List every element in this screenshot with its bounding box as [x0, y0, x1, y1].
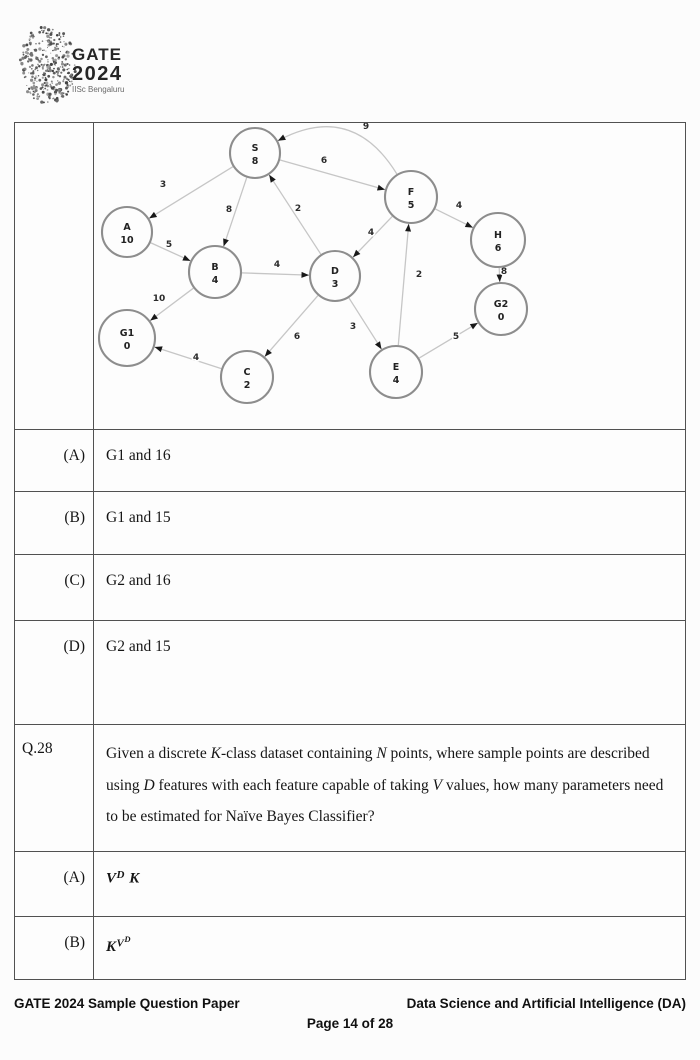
svg-text:0: 0: [497, 312, 505, 323]
option-label: (C): [15, 555, 94, 620]
svg-text:C: C: [243, 367, 251, 378]
option-formula: $V^D$ K: [106, 869, 140, 887]
svg-text:4: 4: [211, 275, 219, 286]
svg-text:4: 4: [273, 260, 281, 270]
svg-text:2: 2: [243, 380, 251, 391]
svg-text:2: 2: [415, 270, 423, 280]
svg-text:A: A: [123, 222, 131, 233]
svg-text:8: 8: [251, 156, 259, 167]
option-row-q27-a: [15, 429, 685, 491]
option-text: G1 and 15: [106, 509, 171, 526]
option-text: G2 and 15: [106, 638, 171, 655]
svg-text:3: 3: [331, 279, 339, 290]
svg-text:3: 3: [159, 180, 167, 190]
globe-dots-icon: [18, 20, 80, 112]
logo-text: [72, 46, 124, 94]
option-text: G1 and 16: [106, 447, 171, 464]
question-table: [14, 122, 686, 980]
logo-institute-label: IISc Bengaluru: [72, 85, 125, 94]
svg-text:F: F: [407, 187, 415, 198]
svg-text:5: 5: [452, 332, 460, 342]
svg-text:G1: G1: [119, 328, 135, 339]
svg-text:3: 3: [349, 322, 357, 332]
option-row-q27-c: [15, 554, 685, 620]
option-label: (A): [15, 852, 94, 916]
footer-subject: Data Science and Artificial Intelligence (DA): [406, 996, 686, 1011]
option-row-q27-d: [15, 620, 685, 724]
svg-text:6: 6: [320, 156, 328, 166]
svg-text:5: 5: [407, 200, 415, 211]
gate-logo: [18, 20, 218, 115]
footer-page-number: Page 14 of 28: [306, 1016, 394, 1031]
svg-text:0: 0: [123, 341, 131, 352]
option-row-q28-b: [15, 916, 685, 979]
option-text: G2 and 16: [106, 572, 171, 589]
svg-text:4: 4: [455, 201, 463, 211]
search-graph-diagram: [14, 123, 686, 429]
svg-text:B: B: [211, 262, 219, 273]
logo-year-label: 2024: [72, 63, 123, 85]
svg-text:8: 8: [500, 267, 508, 277]
svg-text:G2: G2: [493, 299, 509, 310]
svg-text:10: 10: [120, 235, 134, 246]
svg-text:4: 4: [392, 375, 400, 386]
svg-text:D: D: [331, 266, 339, 277]
option-row-q28-a: [15, 851, 685, 916]
svg-text:5: 5: [165, 240, 173, 250]
svg-text:6: 6: [293, 332, 301, 342]
option-label: (B): [15, 917, 94, 979]
option-label: (A): [15, 430, 94, 491]
option-row-q27-b: [15, 491, 685, 554]
svg-text:H: H: [494, 230, 502, 241]
svg-text:S: S: [251, 143, 259, 154]
graph-row: [15, 123, 685, 429]
graph-cell: [94, 123, 685, 429]
svg-text:2: 2: [294, 204, 302, 214]
svg-text:10: 10: [152, 294, 166, 304]
svg-text:4: 4: [192, 353, 200, 363]
question-text: Given a discrete K-class dataset containing N points, where sample points are described using D features with each feature capable of taking V values, how many parameters need to be estimated for Naïve Bayes Classifier?: [106, 745, 664, 825]
footer-paper-title: GATE 2024 Sample Question Paper: [14, 996, 240, 1011]
option-formula: $K^{VD}$: [106, 934, 131, 955]
svg-text:E: E: [392, 362, 400, 373]
question-number: Q.28: [15, 725, 94, 851]
question-28-row: [15, 724, 685, 851]
svg-text:8: 8: [225, 205, 233, 215]
option-label: (D): [15, 621, 94, 724]
svg-text:9: 9: [362, 123, 370, 132]
logo-gate-label: GATE: [72, 45, 122, 64]
svg-text:6: 6: [494, 243, 502, 254]
svg-text:4: 4: [367, 228, 375, 238]
option-label: (B): [15, 492, 94, 554]
